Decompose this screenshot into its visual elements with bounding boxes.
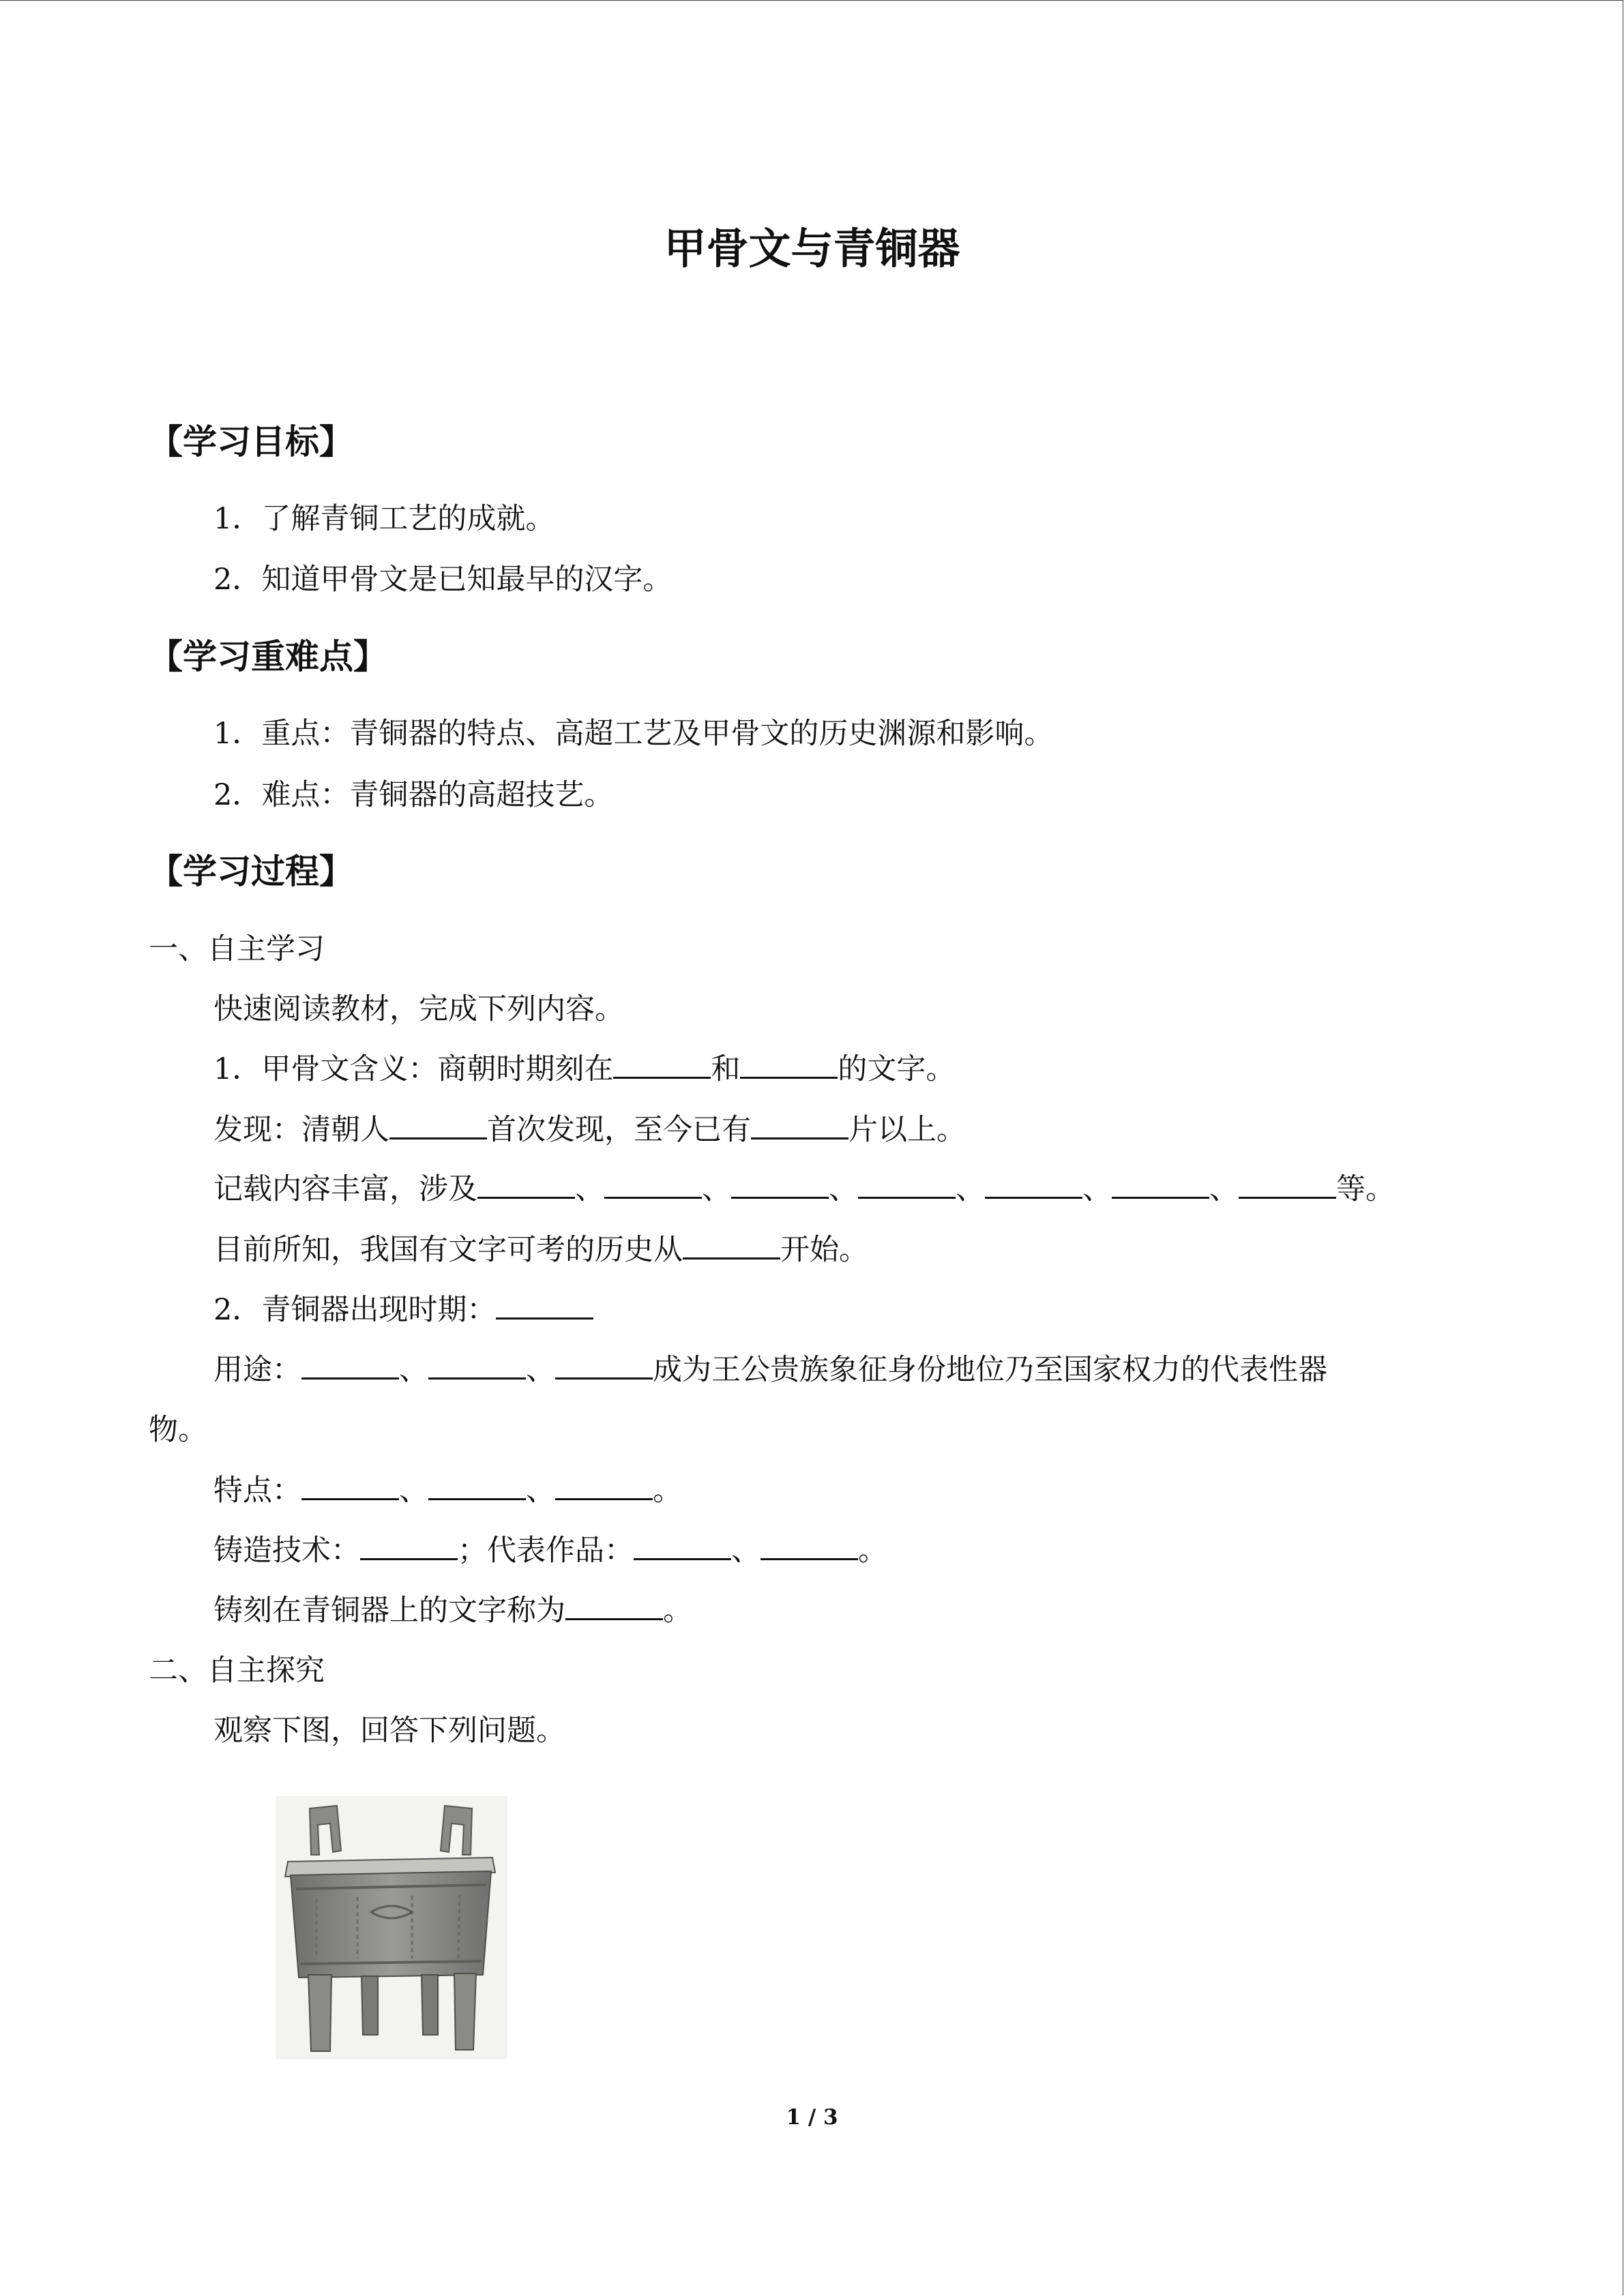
goal-item-1: 1．了解青铜工艺的成就。 [213, 502, 555, 536]
answer-blank[interactable] [858, 1175, 956, 1199]
key-point-item-1: 1．重点：青铜器的特点、高超工艺及甲骨文的历史渊源和影响。 [213, 717, 1054, 751]
answer-blank[interactable] [301, 1476, 399, 1500]
question-oracle-meaning: 1．甲骨文含义：商朝时期刻在 和 的文字。 [213, 1052, 956, 1086]
answer-blank[interactable] [428, 1476, 526, 1500]
answer-blank[interactable] [360, 1536, 458, 1560]
question-oracle-content: 记载内容丰富，涉及 、 、 、 、 、 、 等。 [213, 1172, 1395, 1206]
answer-blank[interactable] [496, 1296, 593, 1320]
part2-intro: 观察下图，回答下列问题。 [213, 1714, 565, 1748]
answer-blank[interactable] [428, 1356, 526, 1380]
question-oracle-discovery: 发现：清朝人 首次发现，至今已有 片以上。 [213, 1113, 966, 1147]
key-point-item-2: 2．难点：青铜器的高超技艺。 [213, 778, 614, 812]
question-bronze-features: 特点： 、 、 。 [213, 1474, 682, 1508]
answer-blank[interactable] [985, 1175, 1082, 1199]
answer-blank[interactable] [1112, 1175, 1209, 1199]
question-bronze-period: 2．青铜器出现时期： [213, 1296, 593, 1325]
page-title: 甲骨文与青铜器 [664, 224, 960, 273]
part1-intro: 快速阅读教材，完成下列内容。 [213, 992, 624, 1026]
part1-heading: 一、自主学习 [149, 932, 325, 966]
answer-blank[interactable] [389, 1116, 487, 1139]
answer-blank[interactable] [751, 1116, 848, 1139]
answer-blank[interactable] [740, 1055, 838, 1079]
answer-blank[interactable] [1239, 1175, 1336, 1199]
section-heading-process: 【学习过程】 [149, 852, 353, 891]
answer-blank[interactable] [604, 1175, 702, 1199]
answer-blank[interactable] [613, 1055, 711, 1079]
answer-blank[interactable] [731, 1175, 829, 1199]
bronze-ding-image [276, 1796, 507, 2059]
answer-blank[interactable] [634, 1536, 731, 1560]
section-heading-goals: 【学习目标】 [149, 422, 353, 462]
question-written-history: 目前所知，我国有文字可考的历史从 开始。 [213, 1233, 868, 1267]
answer-blank[interactable] [477, 1175, 575, 1199]
answer-blank[interactable] [683, 1236, 780, 1259]
question-inscriptions: 铸刻在青铜器上的文字称为 。 [213, 1594, 692, 1628]
goal-item-2: 2．知道甲骨文是已知最早的汉字。 [213, 563, 673, 597]
answer-blank[interactable] [555, 1476, 653, 1500]
question-casting: 铸造技术： ；代表作品： 、 。 [213, 1534, 887, 1568]
question-bronze-use: 用途： 、 、 成为王公贵族象征身份地位乃至国家权力的代表性器 [213, 1353, 1327, 1387]
answer-blank[interactable] [565, 1596, 663, 1620]
section-heading-key-points: 【学习重难点】 [149, 637, 387, 676]
answer-blank[interactable] [301, 1356, 399, 1380]
answer-blank[interactable] [761, 1536, 858, 1560]
page-number: 1 / 3 [786, 2105, 838, 2130]
question-bronze-use-continued: 物。 [149, 1413, 207, 1447]
part2-heading: 二、自主探究 [149, 1654, 325, 1688]
answer-blank[interactable] [555, 1356, 653, 1380]
